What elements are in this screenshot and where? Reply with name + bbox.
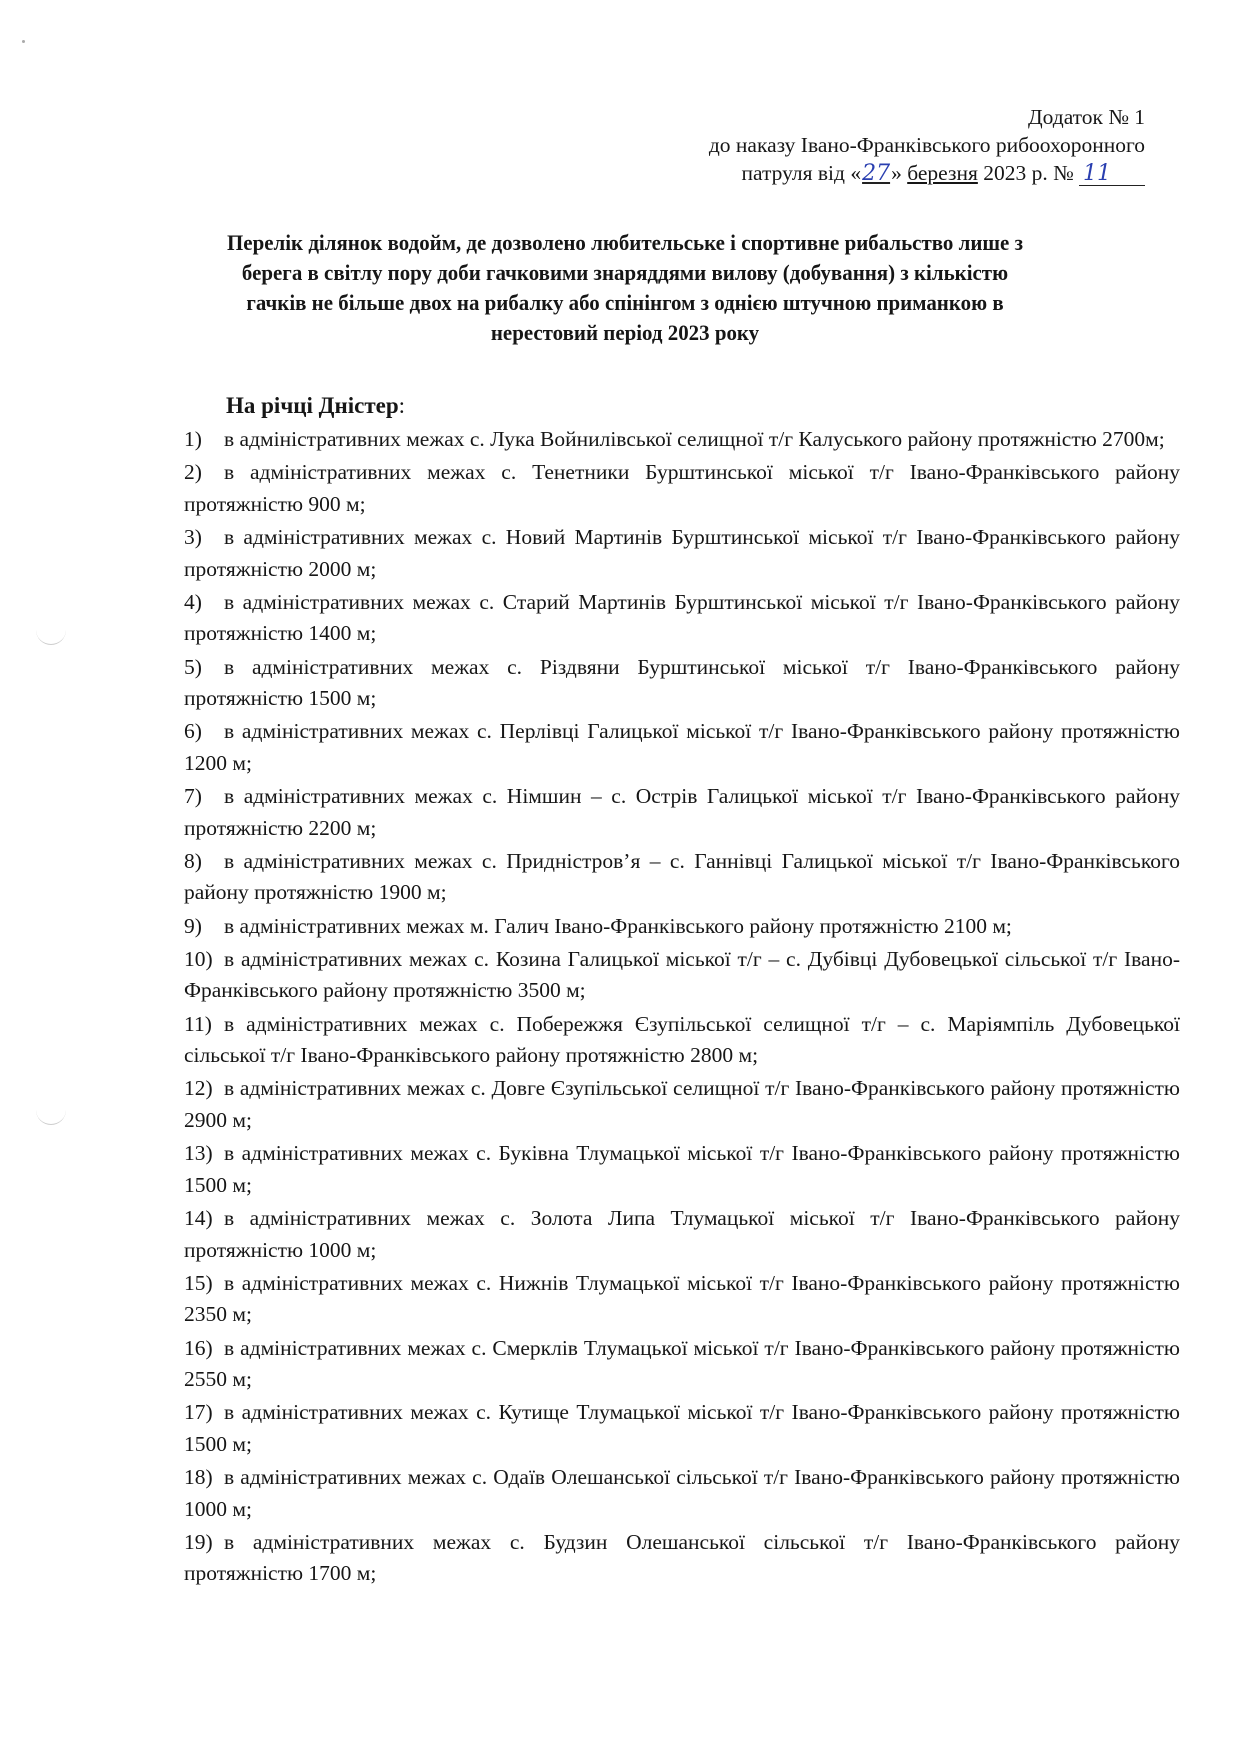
document-title: Перелік ділянок водойм, де дозволено любительське і спортивне рибальство лише з берега в світлу пору доби гачковими знаряддями вилову (добування) з кількістю гачків не більше двох на рибалку або спінінгом з однією штучною приманкою в нерестовий період 2023 року: [227, 230, 1023, 345]
list-item-number: 2): [184, 460, 202, 485]
list-item-text: в адміністративних межах с. Тенетники Бурштинської міської т/г Івано-Франківського району протяжністю 900 м;: [184, 460, 1180, 516]
list-item-text: в адміністративних межах с. Перлівці Галицької міської т/г Івано-Франківського району протяжністю 1200 м;: [184, 719, 1180, 775]
list-item: [184, 944, 1180, 1007]
list-item-number: 5): [184, 654, 202, 679]
list-item-number: 4): [184, 589, 202, 614]
order-date-mid: »: [891, 161, 908, 185]
list-item-number: 12): [184, 1076, 213, 1101]
list-item: [184, 1462, 1180, 1525]
list-item: [184, 424, 1180, 456]
order-month: березня: [907, 161, 978, 185]
list-item-text: в адміністративних межах с. Придністров’я – с. Ганнівці Галицької міської т/г Івано-Франківського району протяжністю 1900 м;: [184, 848, 1180, 905]
list-item-number: 6): [184, 719, 202, 744]
location-list: [184, 424, 1180, 1592]
list-item-text: в адміністративних межах с. Кутище Тлумацької міської т/г Івано-Франківського району протяжністю 1500 м;: [184, 1400, 1180, 1456]
list-item-number: 13): [184, 1141, 213, 1166]
list-item: [184, 911, 1180, 943]
list-item: [184, 1527, 1180, 1590]
list-item-text: в адміністративних межах с. Нижнів Тлумацької міської т/г Івано-Франківського району протяжністю 2350 м;: [184, 1270, 1180, 1327]
handwritten-day: 27: [862, 161, 891, 186]
list-item: [184, 781, 1180, 844]
list-item: [184, 587, 1180, 650]
section-heading-text: На річці Дністер: [226, 393, 399, 418]
list-item-text: в адміністративних межах с. Одаїв Олешанської сільської т/г Івано-Франківського району протяжністю 1000 м;: [184, 1465, 1180, 1521]
section-heading: [226, 393, 405, 419]
list-item-number: 18): [184, 1465, 213, 1490]
list-item: [184, 1333, 1180, 1396]
list-item-text: в адміністративних межах с. Лука Войнилівської селищної т/г Калуського району протяжністю 2700м;: [224, 427, 1165, 451]
appendix-number: Додаток № 1: [1027, 105, 1145, 129]
list-item: [184, 1268, 1180, 1331]
list-item-number: 3): [184, 524, 202, 549]
list-item: [184, 1138, 1180, 1201]
order-date-prefix: патруля від «: [741, 161, 862, 185]
list-item-number: 9): [184, 913, 202, 938]
list-item: [184, 1009, 1180, 1072]
list-item-text: в адміністративних межах с. Золота Липа Тлумацької міської т/г Івано-Франківського району протяжністю 1000 м;: [184, 1205, 1180, 1262]
list-item: [184, 457, 1180, 520]
list-item-text: в адміністративних межах с. Смерклів Тлумацької міської т/г Івано-Франківського району протяжністю 2550 м;: [184, 1335, 1180, 1392]
list-item-text: в адміністративних межах с. Будзин Олешанської сільської т/г Івано-Франківського району протяжністю 1700 м;: [184, 1529, 1180, 1586]
list-item-number: 10): [184, 946, 213, 971]
list-item: [184, 522, 1180, 585]
order-reference: до наказу Івано-Франківського рибоохоронного: [708, 133, 1145, 157]
list-item: [184, 652, 1180, 715]
list-item: [184, 1203, 1180, 1266]
list-item-number: 17): [184, 1400, 213, 1425]
list-item: [184, 1397, 1180, 1460]
list-item-text: в адміністративних межах с. Буківна Тлумацької міської т/г Івано-Франківського району протяжністю 1500 м;: [184, 1141, 1180, 1197]
list-item-number: 15): [184, 1270, 213, 1295]
list-item: [184, 716, 1180, 779]
list-item-number: 19): [184, 1529, 213, 1554]
order-date-line: [709, 159, 1145, 188]
list-item-number: 7): [184, 784, 202, 809]
list-item-number: 1): [184, 427, 202, 451]
list-item-text: в адміністративних межах м. Галич Івано-Франківського району протяжністю 2100 м;: [224, 913, 1012, 938]
list-item-text: в адміністративних межах с. Німшин – с. Острів Галицької міської т/г Івано-Франківського району протяжністю 2200 м;: [184, 784, 1180, 840]
list-item: [184, 1073, 1180, 1136]
list-item-text: в адміністративних межах с. Старий Мартинів Бурштинської міської т/г Івано-Франківського району протяжністю 1400 м;: [184, 589, 1180, 646]
punch-hole-mark: [36, 630, 66, 645]
list-item-number: 16): [184, 1335, 213, 1360]
list-item-number: 14): [184, 1205, 213, 1230]
order-date-suffix: 2023 р. №: [977, 161, 1074, 185]
handwritten-order-number: 11: [1079, 163, 1145, 186]
section-heading-colon: :: [398, 393, 406, 418]
list-item-number: 8): [184, 848, 202, 873]
punch-hole-mark: [36, 1110, 66, 1125]
list-item-text: в адміністративних межах с. Довге Єзупільської селищної т/г Івано-Франківського району протяжністю 2900 м;: [184, 1076, 1180, 1132]
list-item-text: в адміністративних межах с. Новий Мартинів Бурштинської міської т/г Івано-Франківського району протяжністю 2000 м;: [184, 524, 1180, 581]
scan-speck: [22, 40, 25, 43]
list-item: [184, 846, 1180, 909]
list-item-text: в адміністративних межах с. Побережжя Єзупільської селищної т/г – с. Маріямпіль Дубовецької сільської т/г Івано-Франківського району протяжністю 2800 м;: [184, 1011, 1180, 1068]
appendix-header: [709, 103, 1145, 188]
list-item-text: в адміністративних межах с. Різдвяни Бурштинської міської т/г Івано-Франківського району протяжністю 1500 м;: [184, 654, 1180, 711]
list-item-text: в адміністративних межах с. Козина Галицької міської т/г – с. Дубівці Дубовецької сільської т/г Івано-Франківського району протяжністю 3500 м;: [184, 946, 1180, 1003]
list-item-number: 11): [184, 1011, 212, 1036]
